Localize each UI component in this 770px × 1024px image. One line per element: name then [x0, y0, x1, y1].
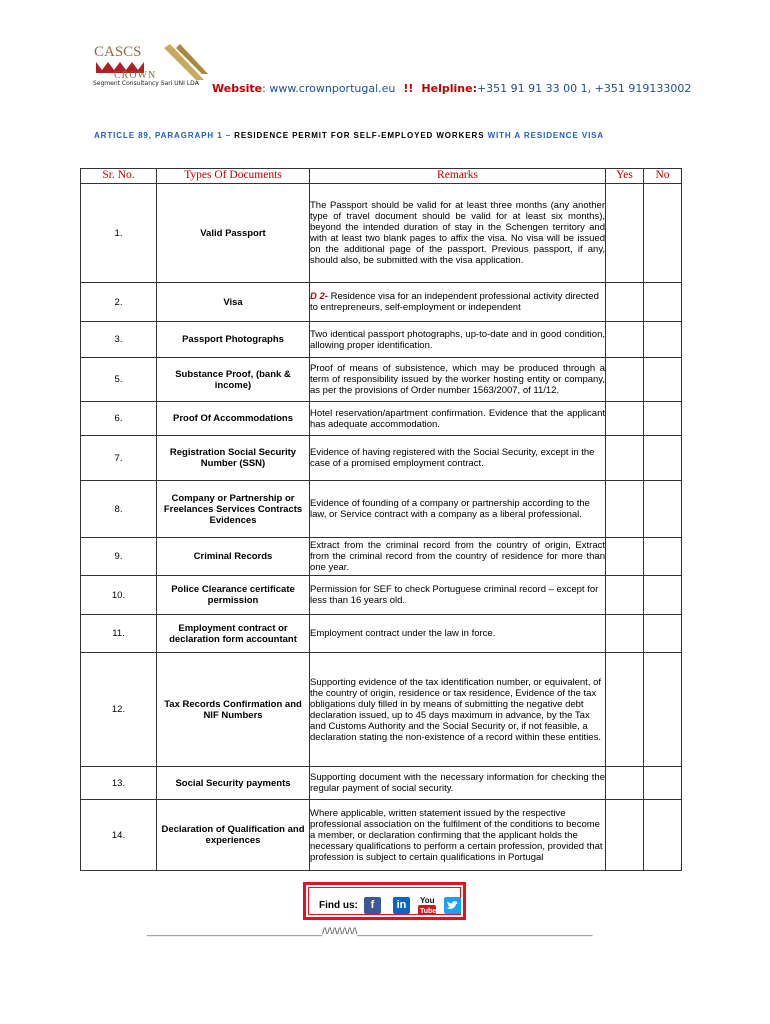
website-link[interactable]: : www.crownportugal.eu — [262, 82, 396, 95]
yes-checkbox-cell[interactable] — [606, 767, 644, 800]
yes-checkbox-cell[interactable] — [606, 800, 644, 871]
no-checkbox-cell[interactable] — [644, 800, 682, 871]
table-row — [81, 402, 682, 436]
no-checkbox-cell[interactable] — [644, 653, 682, 767]
header-separator: !! — [403, 82, 414, 95]
table-header-row — [81, 169, 682, 184]
header-no: No — [644, 169, 682, 184]
article-subject: RESIDENCE PERMIT FOR SELF-EMPLOYED WORKERS — [234, 131, 488, 140]
no-checkbox-cell[interactable] — [644, 767, 682, 800]
row-sr: 11. — [81, 615, 157, 653]
svg-text:You: You — [420, 896, 435, 905]
visa-type-code: D 2- — [310, 291, 328, 302]
row-sr: 7. — [81, 436, 157, 481]
social-links-inner — [308, 887, 461, 915]
crown-logo-graphic — [92, 40, 210, 96]
table-row — [81, 615, 682, 653]
website-label: Website — [212, 82, 263, 95]
svg-text:Tube: Tube — [420, 908, 437, 915]
row-sr: 9. — [81, 538, 157, 576]
no-checkbox-cell[interactable] — [644, 538, 682, 576]
youtube-icon[interactable] — [417, 894, 437, 916]
find-us-label: Find us: — [319, 900, 358, 911]
table-row — [81, 283, 682, 322]
article-ref: ARTICLE 89, PARAGRAPH 1 – — [94, 131, 235, 140]
row-sr: 1. — [81, 184, 157, 283]
row-remarks: Two identical passport photographs, up-to-date and in good condition, allowing proper identification. — [310, 322, 606, 358]
yes-checkbox-cell[interactable] — [606, 322, 644, 358]
header-types: Types Of Documents — [157, 169, 310, 184]
row-type: Social Security payments — [157, 767, 310, 800]
helpline-label: Helpline: — [421, 82, 477, 95]
row-remarks: Where applicable, written statement issued by the respective professional association on the fulfilment of the conditions to become a member, or declaration confirming that the applicant holds the necessary qualifications to perform a certain profession, provided that profession is subject to certain qualifications in Portugal — [310, 800, 606, 871]
row-remarks: Hotel reservation/apartment confirmation. Evidence that the applicant has adequate accommodation. — [310, 402, 606, 436]
yes-checkbox-cell[interactable] — [606, 653, 644, 767]
table-row — [81, 800, 682, 871]
no-checkbox-cell[interactable] — [644, 576, 682, 615]
visa-type-description: Residence visa for an independent professional activity directed to entrepreneurs, self-employment or independent — [310, 291, 599, 313]
no-checkbox-cell[interactable] — [644, 436, 682, 481]
row-type: Declaration of Qualification and experiences — [157, 800, 310, 871]
row-type: Substance Proof, (bank & income) — [157, 358, 310, 402]
row-remarks: Permission for SEF to check Portuguese criminal record – except for less than 16 years old. — [310, 576, 606, 615]
contact-line — [212, 82, 691, 95]
table-row — [81, 538, 682, 576]
logo-tagline: Segment Consultancy Sari UNI LDA — [93, 80, 199, 87]
header-sr-no: Sr. No. — [81, 169, 157, 184]
footer-divider: ___________________________________/\/\/\/\/\/\/\_______________________________________________ — [147, 926, 593, 936]
yes-checkbox-cell[interactable] — [606, 283, 644, 322]
linkedin-icon[interactable]: in — [393, 897, 410, 914]
logo-letters: CASCS — [94, 44, 142, 60]
table-row — [81, 481, 682, 538]
table-row — [81, 322, 682, 358]
row-remarks: Evidence of having registered with the Social Security, except in the case of a promised employment contract. — [310, 436, 606, 481]
row-type: Company or Partnership or Freelances Services Contracts Evidences — [157, 481, 310, 538]
yes-checkbox-cell[interactable] — [606, 358, 644, 402]
article-qualifier: WITH A RESIDENCE VISA — [487, 131, 605, 140]
row-type: Employment contract or declaration form accountant — [157, 615, 310, 653]
row-remarks: Supporting document with the necessary information for checking the regular payment of social security. — [310, 767, 606, 800]
yes-checkbox-cell[interactable] — [606, 615, 644, 653]
row-type: Visa — [157, 283, 310, 322]
no-checkbox-cell[interactable] — [644, 402, 682, 436]
row-type: Proof Of Accommodations — [157, 402, 310, 436]
row-type: Valid Passport — [157, 184, 310, 283]
no-checkbox-cell[interactable] — [644, 283, 682, 322]
yes-checkbox-cell[interactable] — [606, 538, 644, 576]
row-type: Tax Records Confirmation and NIF Numbers — [157, 653, 310, 767]
crown-logo — [92, 40, 210, 96]
row-remarks: Employment contract under the law in force. — [310, 615, 606, 653]
documents-table — [80, 168, 682, 871]
yes-checkbox-cell[interactable] — [606, 184, 644, 283]
row-sr: 5. — [81, 358, 157, 402]
table-row — [81, 358, 682, 402]
header-yes: Yes — [606, 169, 644, 184]
row-sr: 2. — [81, 283, 157, 322]
yes-checkbox-cell[interactable] — [606, 481, 644, 538]
row-sr: 8. — [81, 481, 157, 538]
row-remarks: Extract from the criminal record from the country of origin, Extract from the criminal record from the country of residence for more than one year. — [310, 538, 606, 576]
row-remarks: The Passport should be valid for at least three months (any another type of travel document should be valid for at least six months), beyond the intended duration of stay in the Schengen territory and with at least two blank pages to affix the visa. No visa will be issued on the additional page of the passport. Previous passport, if any, should also, be submitted with the visa application. — [310, 184, 606, 283]
yes-checkbox-cell[interactable] — [606, 436, 644, 481]
logo-brand: CROWN — [114, 70, 157, 81]
twitter-icon[interactable] — [444, 897, 461, 914]
no-checkbox-cell[interactable] — [644, 184, 682, 283]
row-sr: 14. — [81, 800, 157, 871]
helpline-numbers: +351 91 91 33 00 1, +351 919133002 — [476, 82, 692, 95]
row-sr: 12. — [81, 653, 157, 767]
row-type: Criminal Records — [157, 538, 310, 576]
no-checkbox-cell[interactable] — [644, 358, 682, 402]
table-row — [81, 576, 682, 615]
row-type: Police Clearance certificate permission — [157, 576, 310, 615]
yes-checkbox-cell[interactable] — [606, 576, 644, 615]
no-checkbox-cell[interactable] — [644, 322, 682, 358]
no-checkbox-cell[interactable] — [644, 615, 682, 653]
row-remarks: Evidence of founding of a company or partnership according to the law, or Service contract with a company as a liberal professional. — [310, 481, 606, 538]
facebook-icon[interactable]: f — [364, 897, 381, 914]
row-remarks: Proof of means of subsistence, which may be produced through a term of responsibility issued by the worker hosting entity or company, as per the provisions of Order number 1563/2007, of 11/12. — [310, 358, 606, 402]
row-type: Passport Photographs — [157, 322, 310, 358]
article-title — [94, 131, 604, 140]
header-remarks: Remarks — [310, 169, 606, 184]
no-checkbox-cell[interactable] — [644, 481, 682, 538]
row-sr: 10. — [81, 576, 157, 615]
yes-checkbox-cell[interactable] — [606, 402, 644, 436]
row-remarks: Supporting evidence of the tax identification number, or equivalent, of the country of origin, residence or tax residence, Evidence of the tax obligations duly filled in by means of submitting the negative debt declaration issued, up to 45 days maximum in advance, by the Tax and Customs Authority and the Social Security or, if not feasible, a declaration stating the non-existence of a record within these entities. — [310, 653, 606, 767]
row-type: Registration Social Security Number (SSN) — [157, 436, 310, 481]
table-row — [81, 653, 682, 767]
row-sr: 3. — [81, 322, 157, 358]
table-row — [81, 184, 682, 283]
table-row — [81, 767, 682, 800]
table-row — [81, 436, 682, 481]
row-sr: 13. — [81, 767, 157, 800]
social-links-box — [303, 882, 466, 920]
row-remarks — [310, 283, 606, 322]
row-sr: 6. — [81, 402, 157, 436]
